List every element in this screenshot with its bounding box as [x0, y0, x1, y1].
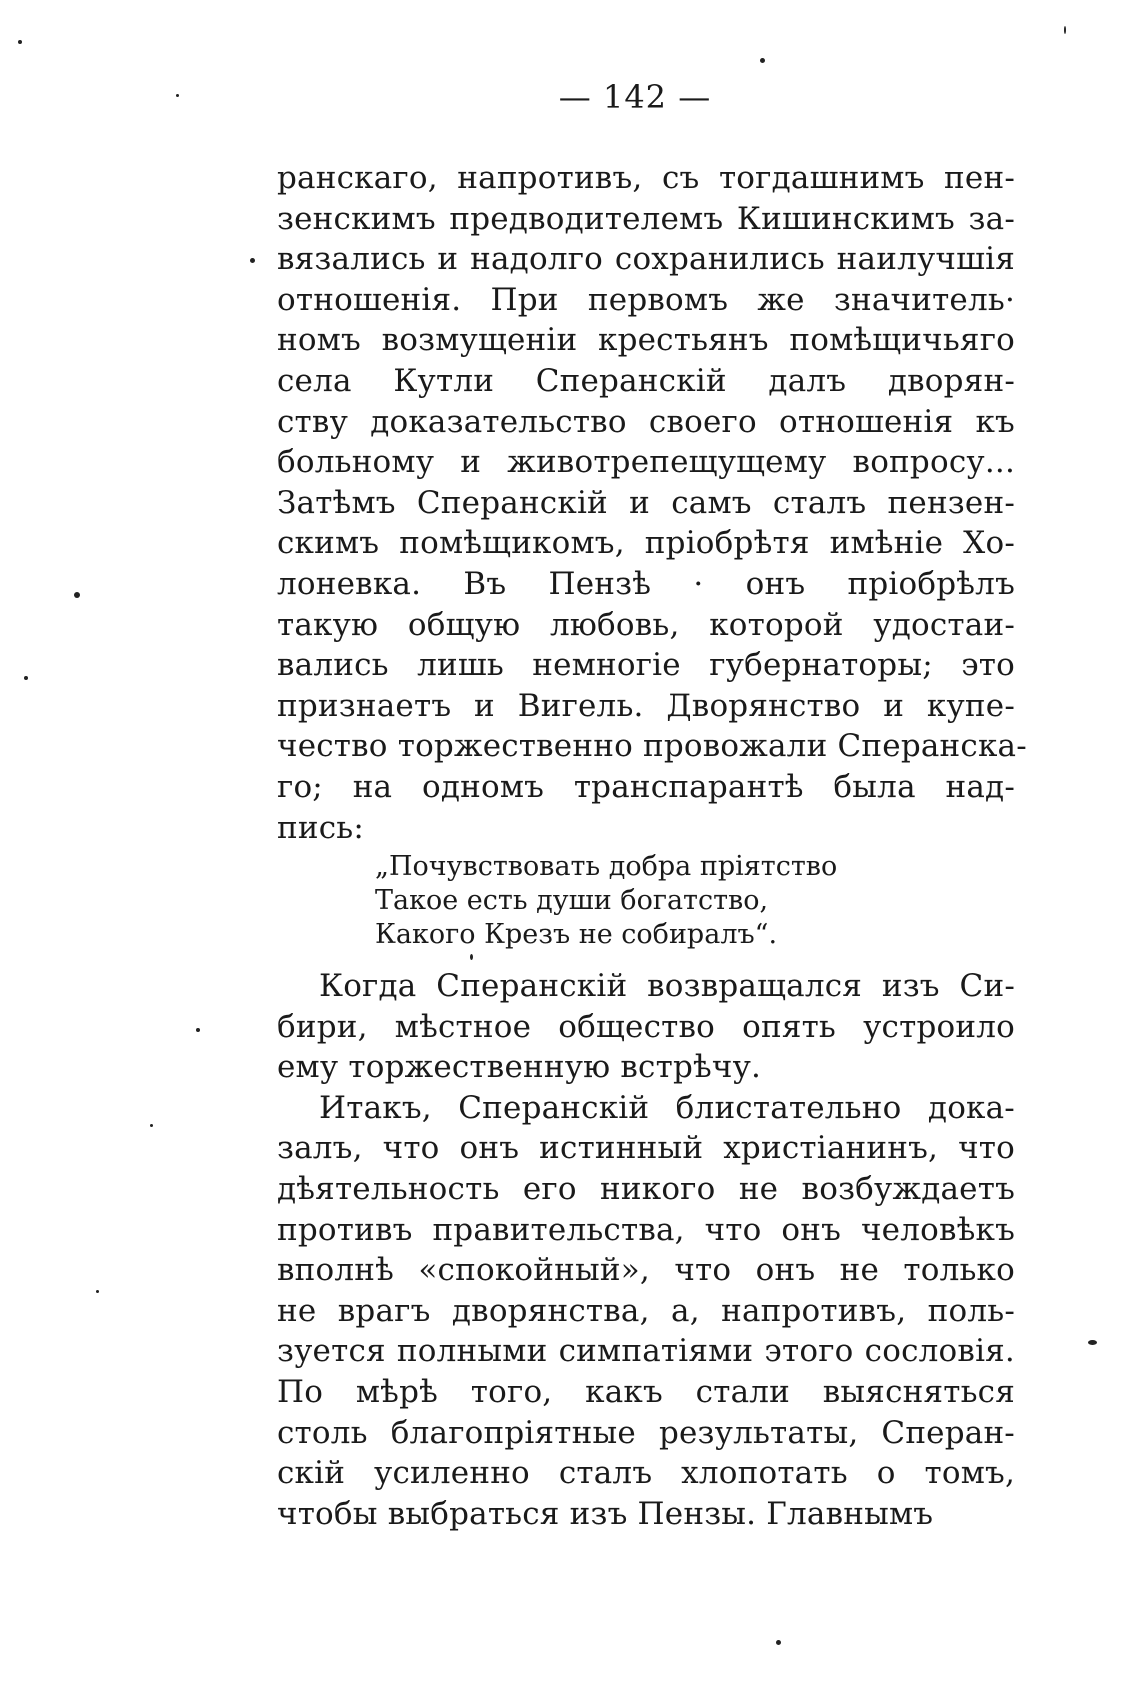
text-line: зенскимъ предводителемъ Кишинскимъ за-	[277, 200, 1015, 237]
text-line: такую общую любовь, которой удостаи-	[277, 606, 1015, 643]
text-line: отношенія. При первомъ же значитель·	[277, 281, 1015, 318]
scan-speck	[18, 40, 22, 44]
text-line: пись:	[277, 809, 365, 846]
text-line: вполнѣ «спокойный», что онъ не только	[277, 1252, 1015, 1289]
text-line: лоневка. Въ Пензѣ · онъ пріобрѣлъ	[277, 565, 1015, 602]
verse-line: Какого Крезъ не собиралъ“.	[375, 919, 778, 951]
verse-quote	[277, 850, 1015, 952]
text-line: чтобы выбраться изъ Пензы. Главнымъ	[277, 1495, 934, 1532]
scan-speck	[24, 676, 28, 680]
text-line: ству доказательство своего отношенія къ	[277, 403, 1015, 440]
scan-speck	[150, 1124, 153, 1127]
text-line: чество торжественно провожали Сперанска-	[277, 728, 1027, 765]
text-line: скимъ помѣщикомъ, пріобрѣтя имѣніе Хо-	[277, 525, 1015, 562]
text-line: го; на одномъ транспарантѣ была над-	[277, 768, 1015, 805]
text-line: дѣятельность его никого не возбуждаетъ	[277, 1171, 1015, 1208]
scan-speck	[250, 258, 255, 263]
text-line: признаетъ и Вигель. Дворянство и купе-	[277, 687, 1015, 724]
scan-speck	[196, 1028, 200, 1032]
text-line: вязались и надолго сохранились наилучшія	[277, 241, 1015, 278]
scan-speck	[74, 592, 80, 598]
scan-speck	[760, 58, 765, 63]
page-number: — 142 —	[558, 78, 712, 116]
paragraph-2	[277, 966, 1015, 1088]
text-line: села Кутли Сперанскій далъ дворян-	[277, 362, 1015, 399]
scan-speck	[776, 1640, 781, 1645]
body-text	[277, 158, 1027, 1534]
scan-speck	[1064, 26, 1066, 34]
text-line: вались лишь немногіе губернаторы; это	[277, 647, 1015, 684]
paragraph-1	[277, 158, 1027, 848]
scan-speck	[1088, 1340, 1097, 1345]
text-line: ранскаго, напротивъ, съ тогдашнимъ пен-	[277, 160, 1015, 196]
text-line: Затѣмъ Сперанскій и самъ сталъ пензен-	[277, 484, 1015, 521]
scan-speck	[176, 94, 179, 97]
text-line: номъ возмущеніи крестьянъ помѣщичьяго	[277, 322, 1015, 359]
scan-speck	[96, 1290, 99, 1293]
text-line: не врагъ дворянства, а, напротивъ, поль-	[277, 1292, 1015, 1329]
text-line: противъ правительства, что онъ человѣкъ	[277, 1211, 1015, 1248]
paragraph-3	[277, 1088, 1015, 1535]
verse-line: Такое есть души богатство,	[375, 885, 769, 917]
scan-speck	[470, 954, 473, 960]
text-line: залъ, что онъ истинный христіанинъ, что	[277, 1130, 1015, 1167]
text-line: бири, мѣстное общество опять устроило	[277, 1008, 1015, 1045]
text-line: ему торжественную встрѣчу.	[277, 1049, 762, 1086]
text-line: По мѣрѣ того, какъ стали выясняться	[277, 1374, 1015, 1411]
text-line: больному и животрепещущему вопросу...	[277, 444, 1015, 481]
verse-line: „Почувствовать добра пріятство	[375, 851, 838, 883]
text-line: Итакъ, Сперанскій блистательно дока-	[319, 1089, 1015, 1126]
text-line: столь благопріятные результаты, Сперан-	[277, 1414, 1015, 1451]
text-line: Когда Сперанскій возвращался изъ Си-	[319, 968, 1015, 1005]
text-line: зуется полными симпатіями этого сословія.	[277, 1333, 1015, 1370]
text-line: скій усиленно сталъ хлопотать о томъ,	[277, 1455, 1015, 1492]
